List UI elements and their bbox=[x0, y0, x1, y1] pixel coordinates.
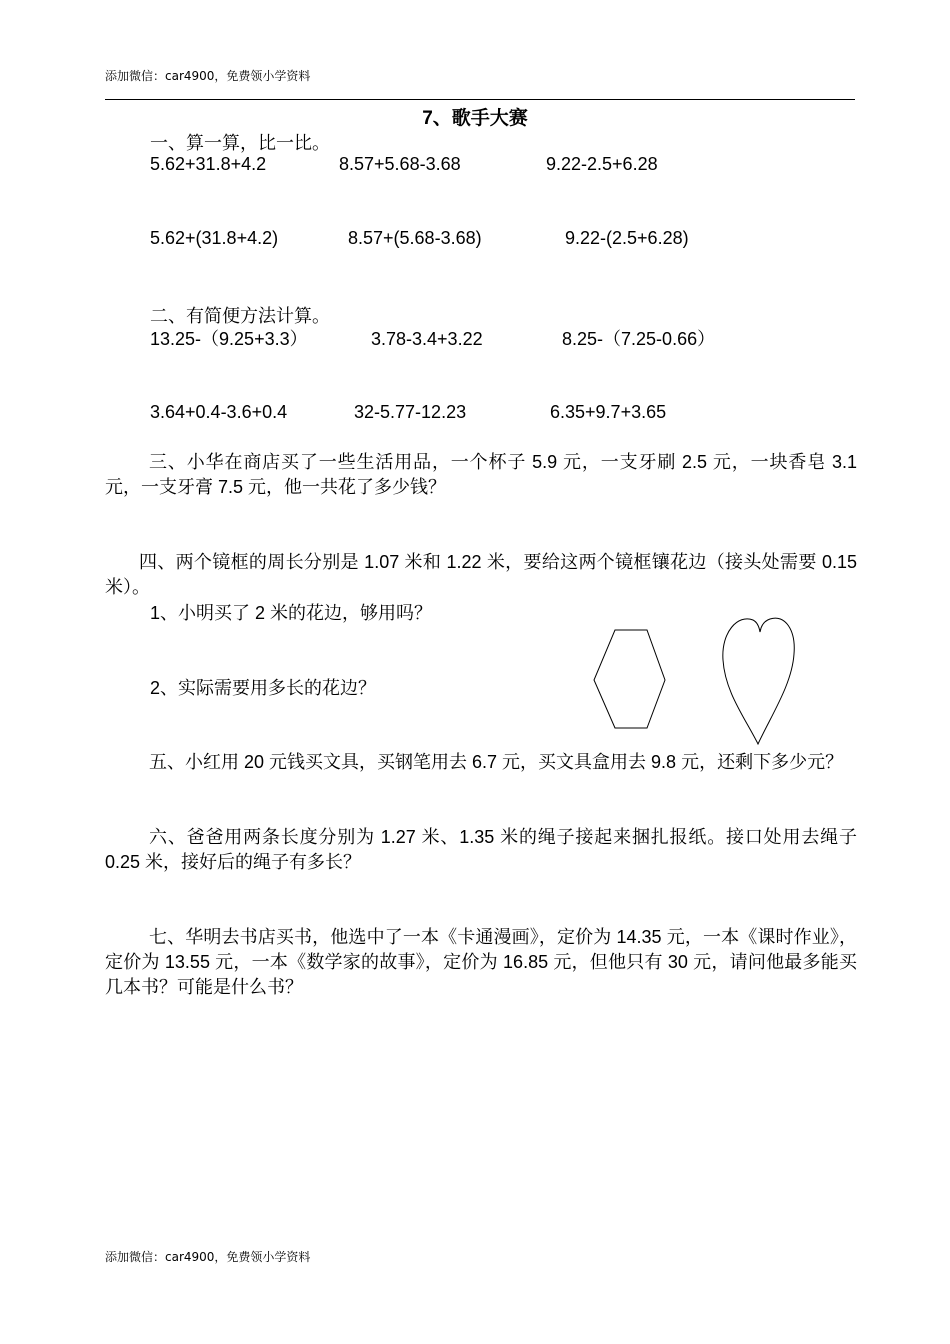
expr-2-3: 8.25-（7.25-0.66） bbox=[562, 329, 716, 349]
heart-shape bbox=[723, 618, 794, 744]
shapes-figure bbox=[580, 610, 810, 755]
header-divider bbox=[105, 99, 855, 100]
expr-2-1: 13.25-（9.25+3.3） bbox=[150, 329, 308, 349]
section7-problem: 七、华明去书店买书，他选中了一本《卡通漫画》，定价为 14.35 元，一本《课时作业》，定价为 13.55 元，一本《数学家的故事》，定价为 16.85 元，但他只有 30 元，请问他最多能买几本书？可能是什么书？ bbox=[105, 927, 857, 997]
expr-2-4: 3.64+0.4-3.6+0.4 bbox=[150, 402, 288, 422]
section4-q2: 2、实际需要用多长的花边？ bbox=[150, 678, 377, 698]
expr-2-6: 6.35+9.7+3.65 bbox=[550, 402, 667, 422]
expr-1-1: 5.62+31.8+4.2 bbox=[150, 154, 267, 174]
expr-1-2: 8.57+5.68-3.68 bbox=[339, 154, 461, 174]
page-header: 添加微信：car4900，免费领小学资料 bbox=[105, 69, 311, 83]
hexagon-shape bbox=[594, 630, 665, 728]
expr-1-5: 8.57+(5.68-3.68) bbox=[348, 228, 482, 248]
expr-1-6: 9.22-(2.5+6.28) bbox=[565, 228, 689, 248]
section5-problem: 五、小红用 20 元钱买文具，买钢笔用去 6.7 元，买文具盒用去 9.8 元，还剩下多少元？ bbox=[149, 752, 844, 772]
section4-problem: 四、两个镜框的周长分别是 1.07 米和 1.22 米，要给这两个镜框镶花边（接头处需要 0.15 米）。 bbox=[105, 552, 857, 597]
section2-heading: 二、有简便方法计算。 bbox=[150, 306, 330, 326]
section3-problem: 三、小华在商店买了一些生活用品，一个杯子 5.9 元，一支牙刷 2.5 元，一块香皂 3.1 元，一支牙膏 7.5 元，他一共花了多少钱？ bbox=[105, 452, 857, 497]
shapes-svg bbox=[580, 610, 810, 750]
expr-1-3: 9.22-2.5+6.28 bbox=[546, 154, 658, 174]
section6-problem: 六、爸爸用两条长度分别为 1.27 米、1.35 米的绳子接起来捆扎报纸。接口处用去绳子 0.25 米，接好后的绳子有多长？ bbox=[105, 827, 857, 872]
section4-q1: 1、小明买了 2 米的花边，够用吗？ bbox=[150, 603, 433, 623]
section1-heading: 一、算一算，比一比。 bbox=[150, 133, 330, 153]
expr-2-5: 32-5.77-12.23 bbox=[354, 402, 467, 422]
expr-2-2: 3.78-3.4+3.22 bbox=[371, 329, 483, 349]
page-footer: 添加微信：car4900，免费领小学资料 bbox=[105, 1250, 311, 1264]
page-title: 7、歌手大赛 bbox=[422, 108, 528, 129]
expr-1-4: 5.62+(31.8+4.2) bbox=[150, 228, 279, 248]
